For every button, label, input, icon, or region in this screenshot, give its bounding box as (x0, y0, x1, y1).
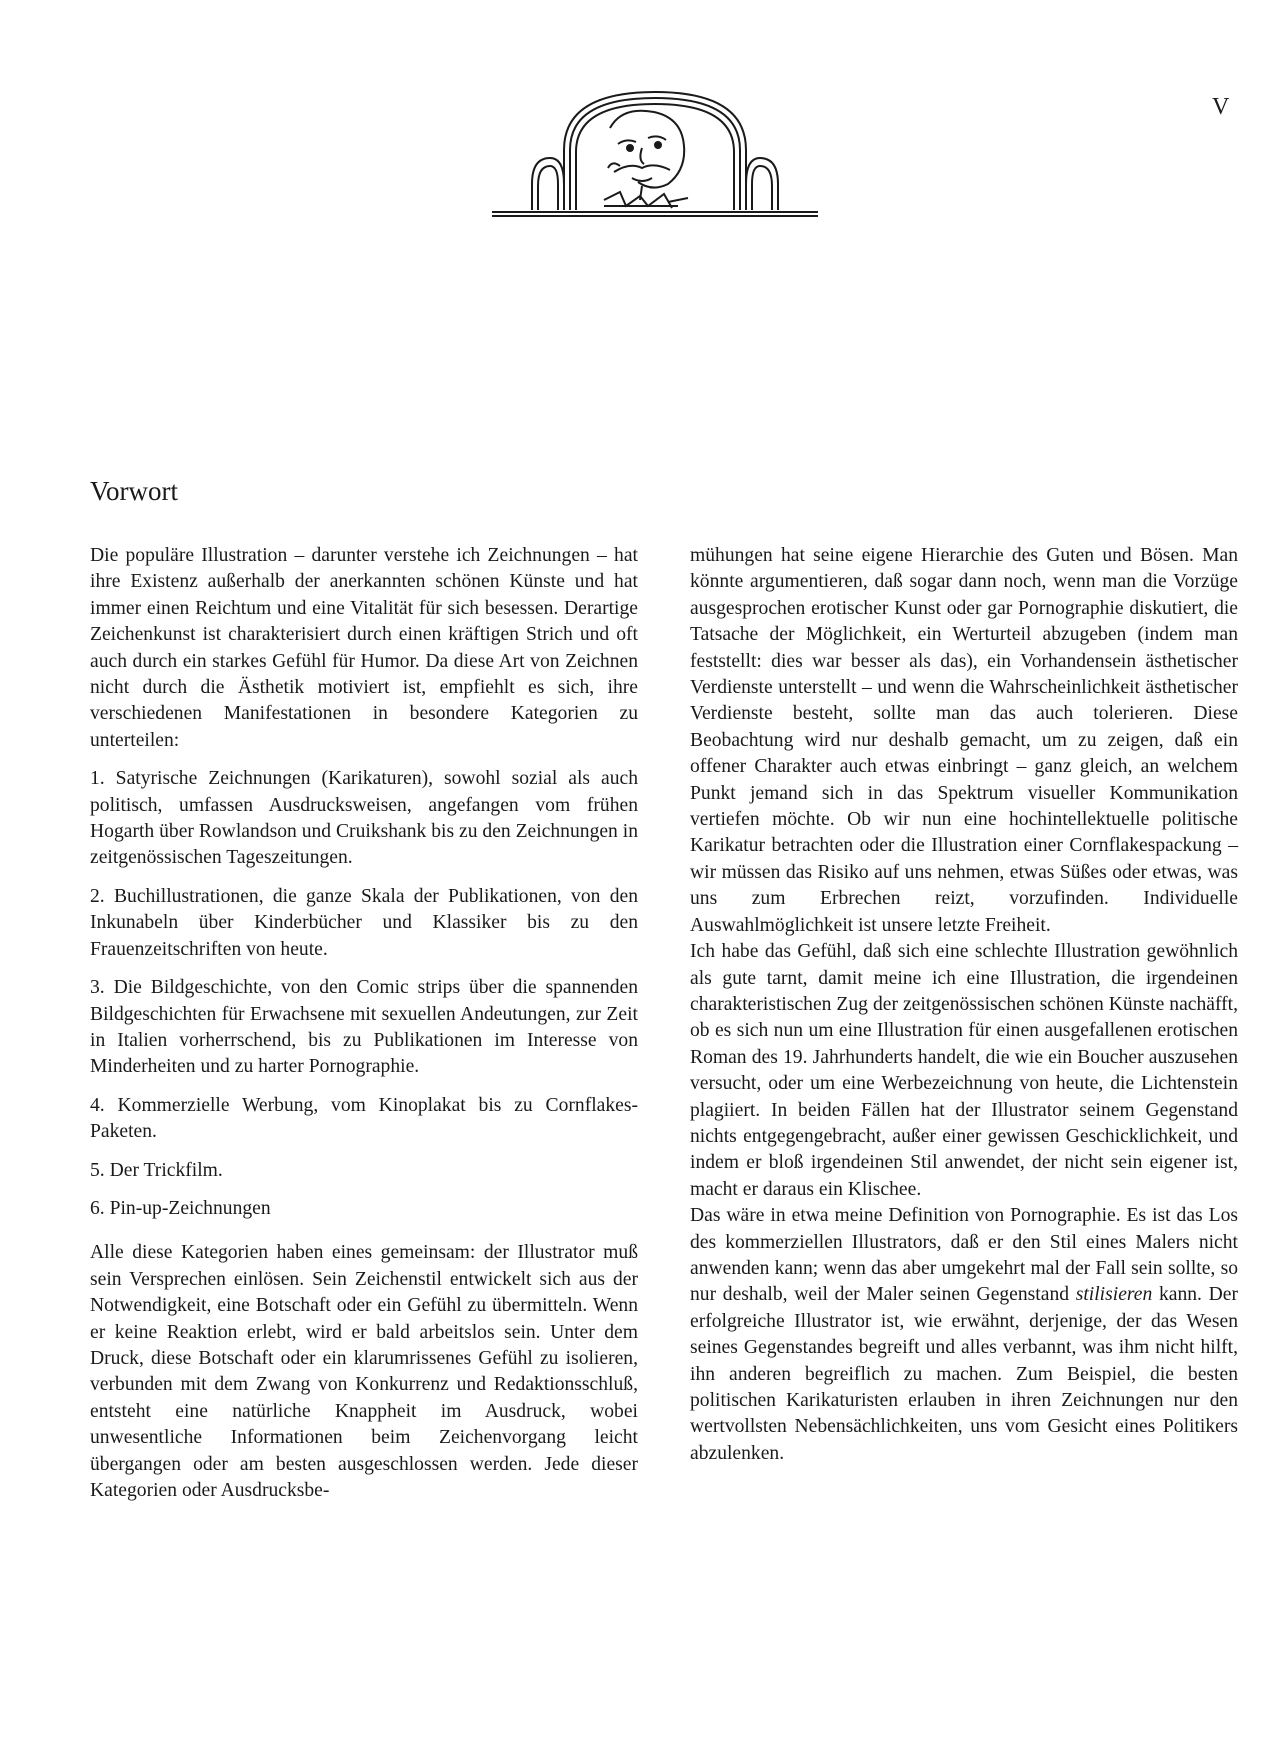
caricature-emblem (492, 88, 818, 238)
left-column (90, 543, 638, 1504)
paragraph-text: kann. Der erfolgreiche Illustrator ist, wie erwähnt, derjenige, der das Wesen seines Gegenstandes begreift und alles verbannt, was ihm nicht hilft, ihn anderen begreiflich zu machen. Zum Beispiel, die besten politischen Karikaturisten erlauben in ihren Zeichnungen nur den wertvollsten Nebensächlichkeiten, uns vom Gesicht eines Politikers abzulenken. (690, 1284, 1238, 1464)
list-item: 5. Der Trickfilm. (90, 1159, 223, 1181)
body-paragraph: mühungen hat seine eigene Hierarchie des Guten und Bösen. Man könnte argumentieren, daß sogar dann noch, wenn man die Vorzüge ausgesprochen erotischer Kunst oder gar Pornographie diskutiert, die Tatsache der Möglichkeit, ein Werturteil abzugeben (indem man feststellt: dies war besser als das), ein Vorhandensein ästhetischer Verdienste unterstellt – und wenn die Wahrscheinlichkeit ästhetischer Verdienste besteht, sollte man das auch tolerieren. Diese Beobachtung wird nur deshalb gemacht, um zu zeigen, daß ein offener Charakter auch etwas einbringt – ganz gleich, an welchem Punkt jemand sich in das Spektrum visueller Kommunikation vertiefen möchte. Ob wir nun eine hochintellektuelle politische Karikatur betrachten oder die Illustration einer Cornflakespackung – wir müssen das Risiko auf uns nehmen, etwas Süßes oder etwas, was uns zum Erbrechen reizt, vorzufinden. Individuelle Auswahlmöglichkeit ist unsere letzte Freiheit. (690, 545, 1238, 936)
list-item: 6. Pin-up-Zeichnungen (90, 1197, 271, 1219)
body-paragraph: Alle diese Kategorien haben eines gemeinsam: der Illustrator muß sein Versprechen einlösen. Sein Zeichenstil entwickelt sich aus der Notwendigkeit, eine Botschaft oder ein Gefühl zu übermitteln. Wenn er keine Reaktion erlebt, wird er bald arbeitslos sein. Unter dem Druck, diese Botschaft oder ein klarumrissenes Gefühl zu isolieren, verbunden mit dem Zwang von Konkurrenz und Redaktionsschluß, entsteht eine natürliche Knappheit im Ausdruck, wobei unwesentliche Informationen beim Zeichenvorgang leicht übergangen oder am besten ausgeschlossen werden. Jede dieser Kategorien oder Ausdrucksbe- (90, 1242, 638, 1501)
paragraph-text: Das wäre in etwa meine Definition von Pornographie. Es ist das Los des kommerziellen Illustrators, daß er den Stil eines Malers nicht anwenden kann; wenn das aber umgekehrt mal der Fall sein sollte, so nur deshalb, weil der Maler seinen Gegenstand (690, 1205, 1238, 1306)
list-item: 1. Satyrische Zeichnungen (Karikaturen), sowohl sozial als auch politisch, umfassen Ausdrucksweisen, angefangen vom frühen Hogarth über Rowlandson und Cruikshank bis zu den Zeichnungen in zeitgenössischen Tageszeitungen. (90, 768, 638, 869)
list-item: 2. Buchillustrationen, die ganze Skala der Publikationen, von den Inkunabeln über Kinderbücher und Klassiker bis zu den Frauenzeitschriften von heute. (90, 885, 638, 960)
body-paragraph (690, 1203, 1238, 1467)
list-item: 3. Die Bildgeschichte, von den Comic strips über die spannenden Bildgeschichten für Erwachsene mit sexuellen Andeutungen, zur Zeit in Italien vorherrschend, bis zu Publikationen im Interesse von Minderheiten und zu harter Pornographie. (90, 977, 638, 1078)
right-column (690, 543, 1238, 1467)
emphasized-word: stilisieren (1075, 1284, 1153, 1306)
page-number: V (1212, 94, 1231, 120)
body-paragraph: Ich habe das Gefühl, daß sich eine schlechte Illustration gewöhnlich als gute tarnt, damit meine ich eine Illustration, die irgendeinen charakteristischen Zug der zeitgenössischen schönen Künste nachäfft, ob es sich nun um eine Illustration für einen ausgefallenen erotischen Roman des 19. Jahrhunderts handelt, die wie ein Boucher auszusehen versucht, oder um eine Werbezeichnung von heute, die Lichtenstein plagiiert. In beiden Fällen hat der Illustrator seinem Gegenstand nichts entgegengebracht, außer einer gewissen Geschicklichkeit, und indem er bloß irgendeinen Stil anwendet, der nicht sein eigener ist, macht er daraus ein Klischee. (690, 941, 1238, 1200)
page-title: Vorwort (90, 476, 179, 506)
intro-paragraph: Die populäre Illustration – darunter verstehe ich Zeichnungen – hat ihre Existenz außerhalb der anerkannten schönen Künste und hat immer einen Reichtum und eine Vitalität für sich besessen. Derartige Zeichenkunst ist charakterisiert durch einen kräftigen Strich und oft auch durch ein starkes Gefühl für Humor. Da diese Art von Zeichnen nicht durch die Ästhetik motiviert ist, empfiehlt es sich, ihre verschiedenen Manifestationen in besondere Kategorien zu unterteilen: (90, 545, 638, 751)
list-item: 4. Kommerzielle Werbung, vom Kinoplakat bis zu Cornflakes-Paketen. (90, 1094, 638, 1143)
